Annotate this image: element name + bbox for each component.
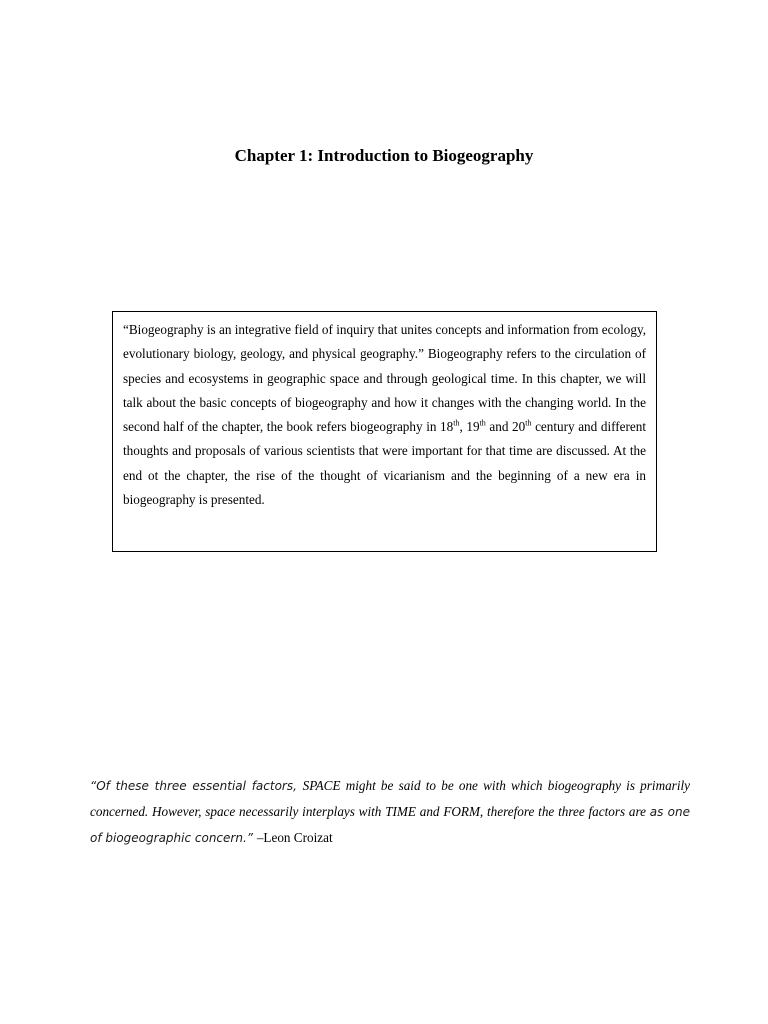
abstract-text-part-2: , 19 [459,419,480,435]
quote-segment-2: SPACE might be said to be one with which biogeography is primarily concerned. However, space necessarily interplays with TIME and FORM, therefore the three factors are [90,778,690,819]
abstract-text-part-3: and 20 [485,419,526,435]
abstract-paragraph [123,318,646,512]
quote-segment-1: “Of these three essential factors, [90,779,303,793]
superscript-19th: th [479,418,486,428]
epigraph-quote [90,773,690,851]
abstract-text-part-4: century and different thoughts and proposals of various scientists that were important for that time are discussed. At the end ot the chapter, the rise of the thought of vicarianism and the beginning of a new era in biogeography is presented. [123,419,647,508]
superscript-20th: th [525,418,532,428]
abstract-box [112,311,657,552]
quote-segment-3: as one of biogeographic concern.” [90,805,691,845]
quote-author: –Leon Croizat [256,830,333,845]
chapter-title: Chapter 1: Introduction to Biogeography [234,146,534,165]
superscript-18th: th [453,418,460,428]
abstract-text-part-1: “Biogeography is an integrative field of inquiry that unites concepts and information from ecology, evolutionary biology, geology, and physical geography.” Biogeography refers to the circulation of species and ecosystems in geographic space and through geological time. In this chapter, we will talk about the basic concepts of biogeography and how it changes with the changing world. In the second half of the chapter, the book refers biogeography in 18 [123,322,646,435]
